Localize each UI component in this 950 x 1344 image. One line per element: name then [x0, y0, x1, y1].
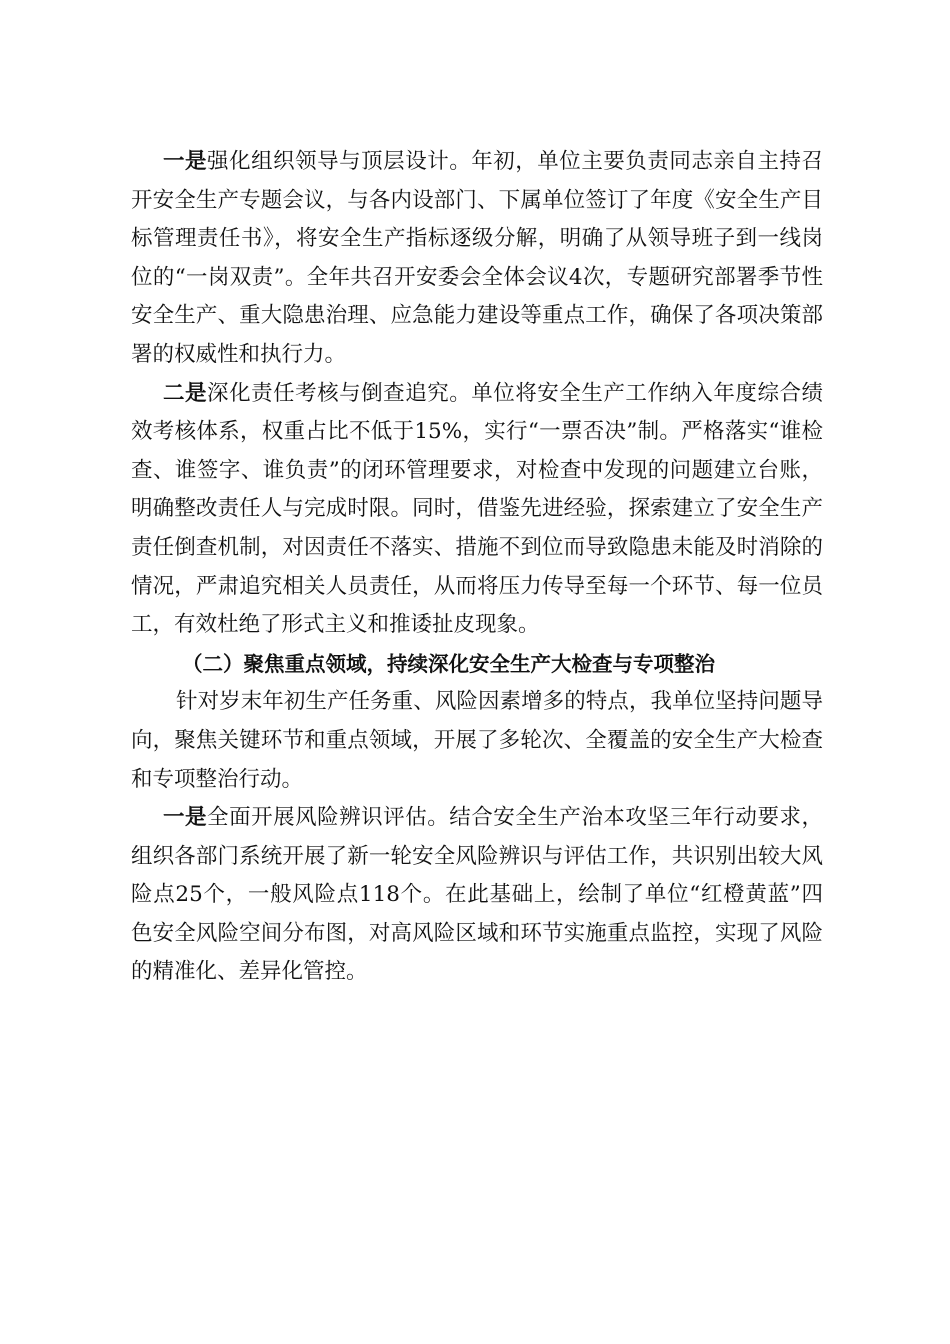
paragraph-lead: 二是: [163, 380, 208, 406]
paragraph-body: 强化组织领导与顶层设计。年初，单位主要负责同志亲自主持召开安全生产专题会议，与各内设部门、下属单位签订了年度《安全生产目标管理责任书》，将安全生产指标逐级分解，明确了从领导班子到一线岗位的“一岗双责”。全年共召开安委会全体会议4次，专题研究部署季节性安全生产、重大隐患治理、应急能力建设等重点工作，确保了各项决策部署的权威性和执行力。: [131, 149, 823, 367]
paragraph-responsibility-assessment: [131, 375, 823, 645]
paragraph-risk-identification: [131, 799, 823, 992]
section-heading: （二）聚焦重点领域，持续深化安全生产大检查与专项整治: [182, 651, 715, 676]
section-intro-paragraph: 针对岁末年初生产任务重、风险因素增多的特点，我单位坚持问题导向，聚焦关键环节和重点领域，开展了多轮次、全覆盖的安全生产大检查和专项整治行动。: [131, 689, 823, 792]
paragraph-organization-leadership: [131, 143, 823, 375]
paragraph-lead: 一是: [163, 805, 208, 831]
paragraph-body: 全面开展风险辨识评估。结合安全生产治本攻坚三年行动要求，组织各部门系统开展了新一轮安全风险辨识与评估工作，共识别出较大风险点25个，一般风险点118个。在此基础上，绘制了单位“红橙黄蓝”四色安全风险空间分布图，对高风险区域和环节实施重点监控，实现了风险的精准化、差异化管控。: [131, 805, 823, 985]
paragraph-body: 深化责任考核与倒查追究。单位将安全生产工作纳入年度综合绩效考核体系，权重占比不低于15%，实行“一票否决”制。严格落实“谁检查、谁签字、谁负责”的闭环管理要求，对检查中发现的问题建立台账，明确整改责任人与完成时限。同时，借鉴先进经验，探索建立了安全生产责任倒查机制，对因责任不落实、措施不到位而导致隐患未能及时消除的情况，严肃追究相关人员责任，从而将压力传导至每一个环节、每一位员工，有效杜绝了形式主义和推诿扯皮现象。: [131, 380, 823, 638]
document-page: [131, 143, 823, 992]
paragraph-lead: 一是: [163, 149, 208, 174]
